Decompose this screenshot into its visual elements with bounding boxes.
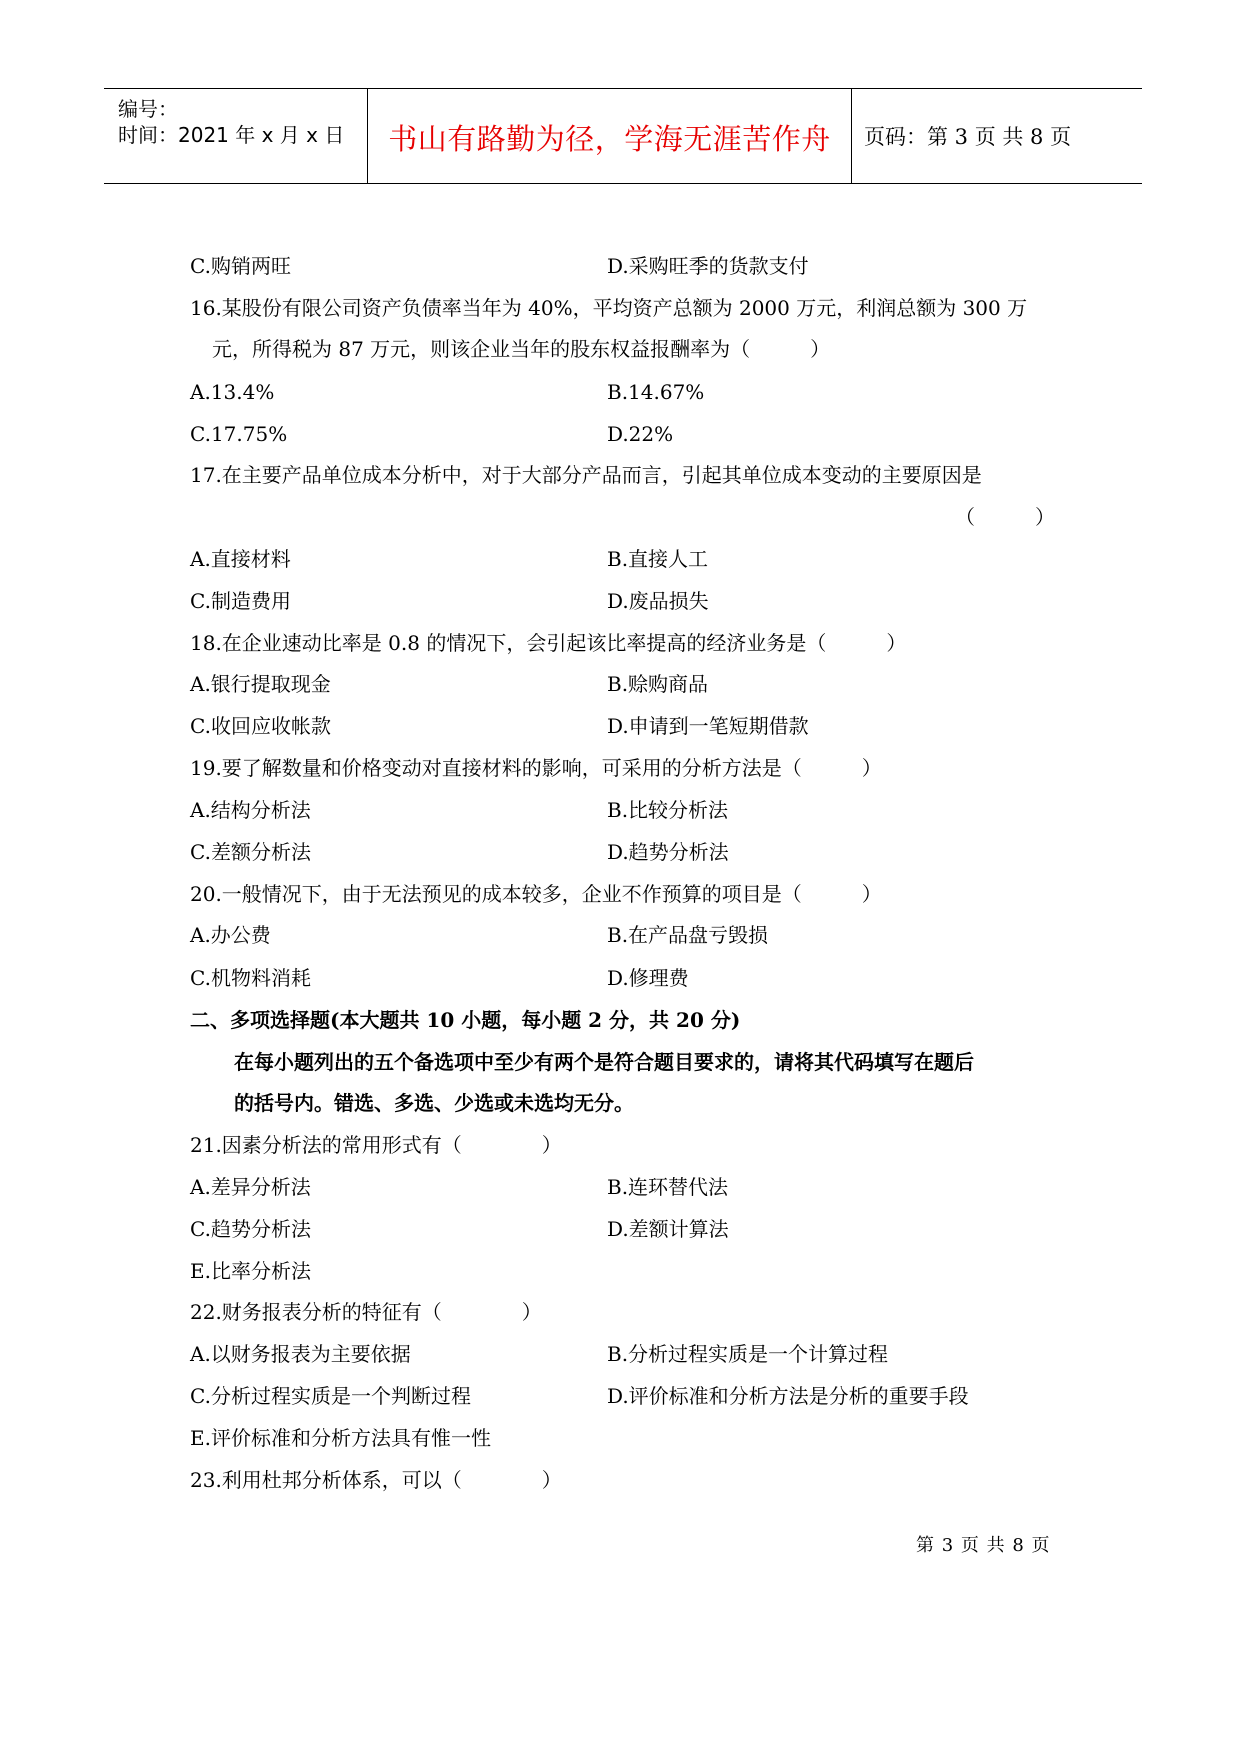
option-c: C.收回应收帐款	[190, 714, 331, 738]
option-d: D.废品损失	[607, 589, 709, 613]
option-d: D.趋势分析法	[607, 840, 729, 864]
question-23: 23.利用杜邦分析体系，可以（ ）	[190, 1468, 562, 1492]
question-16-cont: 元，所得税为 87 万元，则该企业当年的股东权益报酬率为（ ）	[212, 337, 831, 361]
option-d: D.22%	[607, 422, 674, 446]
option-d: D.修理费	[607, 966, 689, 990]
question-20: 20.一般情况下，由于无法预见的成本较多，企业不作预算的项目是（ ）	[190, 882, 882, 906]
section-2-instructions-cont: 的括号内。错选、多选、少选或未选均无分。	[234, 1091, 634, 1115]
question-22: 22.财务报表分析的特征有（ ）	[190, 1300, 542, 1324]
question-17-answer-blank: （ ）	[955, 505, 1055, 529]
option-c: C.17.75%	[190, 422, 288, 446]
option-a: A.银行提取现金	[190, 672, 331, 696]
page-header	[104, 88, 1142, 184]
option-e: E.评价标准和分析方法具有惟一性	[190, 1426, 491, 1450]
document-number-label: 编号：	[118, 97, 178, 121]
option-c: C.趋势分析法	[190, 1217, 311, 1241]
option-c: C.机物料消耗	[190, 966, 311, 990]
option-a: A.以财务报表为主要依据	[190, 1342, 411, 1366]
option-c: C.制造费用	[190, 589, 291, 613]
option-e: E.比率分析法	[190, 1259, 311, 1283]
header-motto-cell	[367, 89, 852, 183]
option-b: B.在产品盘亏毁损	[607, 923, 769, 947]
header-page-cell	[852, 89, 1142, 183]
question-16: 16.某股份有限公司资产负债率当年为 40%，平均资产总额为 2000 万元，利润总额为 300 万	[190, 296, 1028, 320]
option-a: A.差异分析法	[190, 1175, 311, 1199]
option-b: B.赊购商品	[607, 672, 709, 696]
option-b: B.分析过程实质是一个计算过程	[607, 1342, 889, 1366]
option-a: A.直接材料	[190, 547, 291, 571]
option-d: D.采购旺季的货款支付	[607, 254, 809, 278]
option-d: D.评价标准和分析方法是分析的重要手段	[607, 1384, 969, 1408]
question-21: 21.因素分析法的常用形式有（ ）	[190, 1133, 562, 1157]
header-info-cell	[104, 89, 367, 183]
section-2-heading: 二、多项选择题(本大题共 10 小题，每小题 2 分，共 20 分)	[190, 1008, 741, 1032]
question-19: 19.要了解数量和价格变动对直接材料的影响，可采用的分析方法是（ ）	[190, 756, 882, 780]
date-label: 时间：2021 年 x 月 x 日	[118, 123, 345, 147]
header-page-number: 页码：第 3 页 共 8 页	[864, 125, 1072, 149]
option-a: A.13.4%	[190, 380, 275, 404]
option-c: C.差额分析法	[190, 840, 311, 864]
page-footer: 第 3 页 共 8 页	[916, 1535, 1051, 1556]
question-18: 18.在企业速动比率是 0.8 的情况下，会引起该比率提高的经济业务是（ ）	[190, 631, 907, 655]
section-2-instructions: 在每小题列出的五个备选项中至少有两个是符合题目要求的，请将其代码填写在题后	[234, 1050, 974, 1074]
option-c: C.购销两旺	[190, 254, 291, 278]
option-c: C.分析过程实质是一个判断过程	[190, 1384, 471, 1408]
option-b: B.直接人工	[607, 547, 709, 571]
option-d: D.差额计算法	[607, 1217, 729, 1241]
option-b: B.连环替代法	[607, 1175, 729, 1199]
option-a: A.办公费	[190, 923, 271, 947]
motto-text: 书山有路勤为径，学海无涯苦作舟	[388, 122, 831, 156]
option-a: A.结构分析法	[190, 798, 311, 822]
option-b: B.比较分析法	[607, 798, 729, 822]
option-b: B.14.67%	[607, 380, 705, 404]
question-17: 17.在主要产品单位成本分析中，对于大部分产品而言，引起其单位成本变动的主要原因是	[190, 463, 982, 487]
option-d: D.申请到一笔短期借款	[607, 714, 809, 738]
